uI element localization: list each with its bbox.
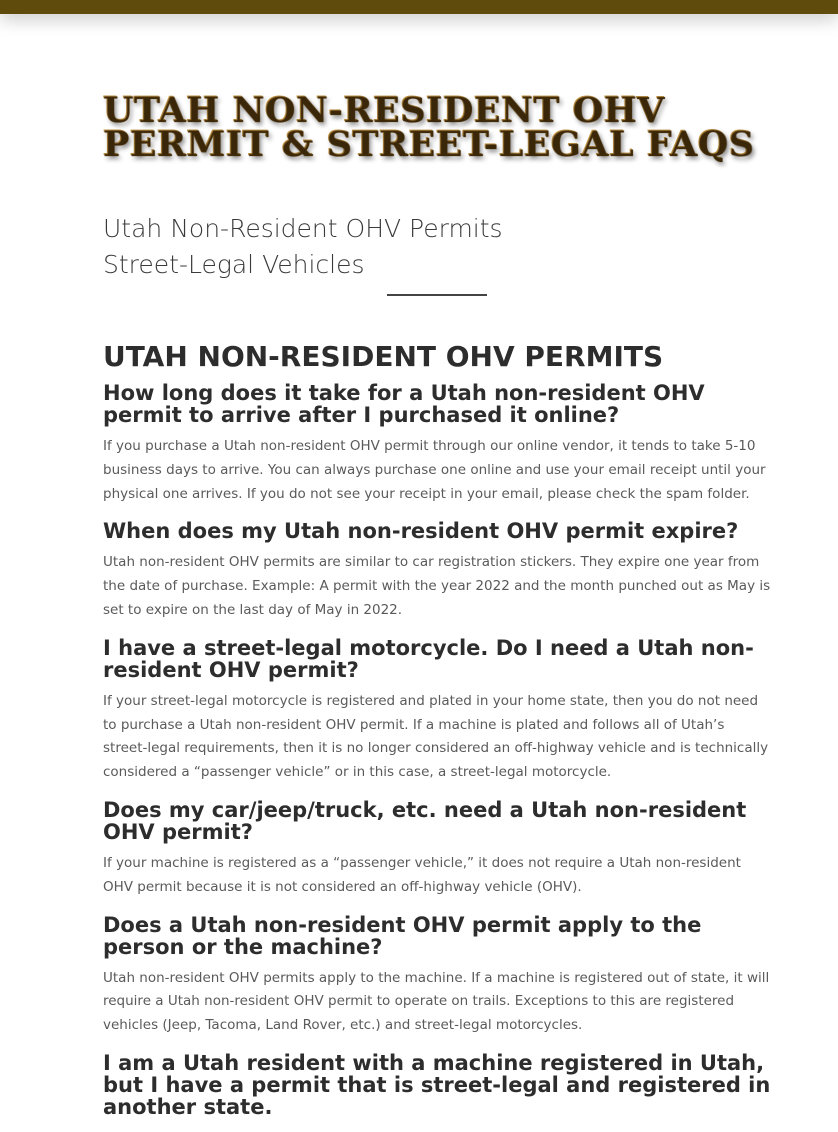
hero-title-line-2: PERMIT & STREET-LEGAL FAQS [103,124,755,165]
faq-item [103,1052,773,1118]
faq-question: When does my Utah non-resident OHV permit expire? [103,519,739,544]
faq-question: Does a Utah non-resident OHV permit apply to the person or the machine? [103,912,702,959]
divider [387,294,487,296]
faq-item [103,914,773,1038]
hero-title-line-1: UTAH NON-RESIDENT OHV [103,90,665,131]
faq-question: I have a street-legal motorcycle. Do I need a Utah non-resident OHV permit? [103,635,754,682]
section-title: UTAH NON-RESIDENT OHV PERMITS [103,340,664,373]
faq-item [103,799,773,900]
faq-item [103,520,773,622]
faq-answer: If your street-legal motorcycle is registered and plated in your home state, then you do not need to purchase a Utah non-resident OHV permit. If a machine is plated and follows all of Utah’s street-legal requirements, then it is no longer considered an off-highway vehicle and is technically considered a “passenger vehicle” or in this case, a street-legal motorcycle. [103,692,769,781]
faq-answer: If you purchase a Utah non-resident OHV permit through our online vendor, it tends to take 5-10 business days to arrive. You can always purchase one online and use your email receipt until your physical one arrives. If you do not see your receipt in your email, please check the spam folder. [103,438,766,502]
subtitle-line-2: Street-Legal Vehicles [103,250,365,279]
faq-content [103,338,773,1132]
page-subtitle [103,211,503,283]
faq-answer: Utah non-resident OHV permits are similar to car registration stickers. They expire one year from the date of purchase. Example: A permit with the year 2022 and the month punched out as May is set to expire on the last day of May in 2022. [103,554,771,618]
faq-answer: Utah non-resident OHV permits apply to the machine. If a machine is registered out of state, it will require a Utah non-resident OHV permit to operate on trails. Exceptions to this are registered vehicles (Jeep, Tacoma, Land Rover, etc.) and street-legal motorcycles. [103,969,770,1034]
top-bar [0,0,838,14]
faq-answer: If your machine is registered as a “passenger vehicle,” it does not require a Utah non-resident OHV permit because it is not considered an off-highway vehicle (OHV). [103,854,741,895]
faq-question: I am a Utah resident with a machine registered in Utah, but I have a permit that is street-legal and registered in another state. [103,1050,771,1119]
faq-question: How long does it take for a Utah non-resident OHV permit to arrive after I purchased it online? [103,381,705,427]
faq-item [103,637,773,785]
faq-question: Does my car/jeep/truck, etc. need a Utah non-resident OHV permit? [103,797,747,844]
subtitle-line-1: Utah Non-Resident OHV Permits [103,214,503,243]
faq-item [103,382,773,506]
hero-title-graphic [103,90,755,165]
